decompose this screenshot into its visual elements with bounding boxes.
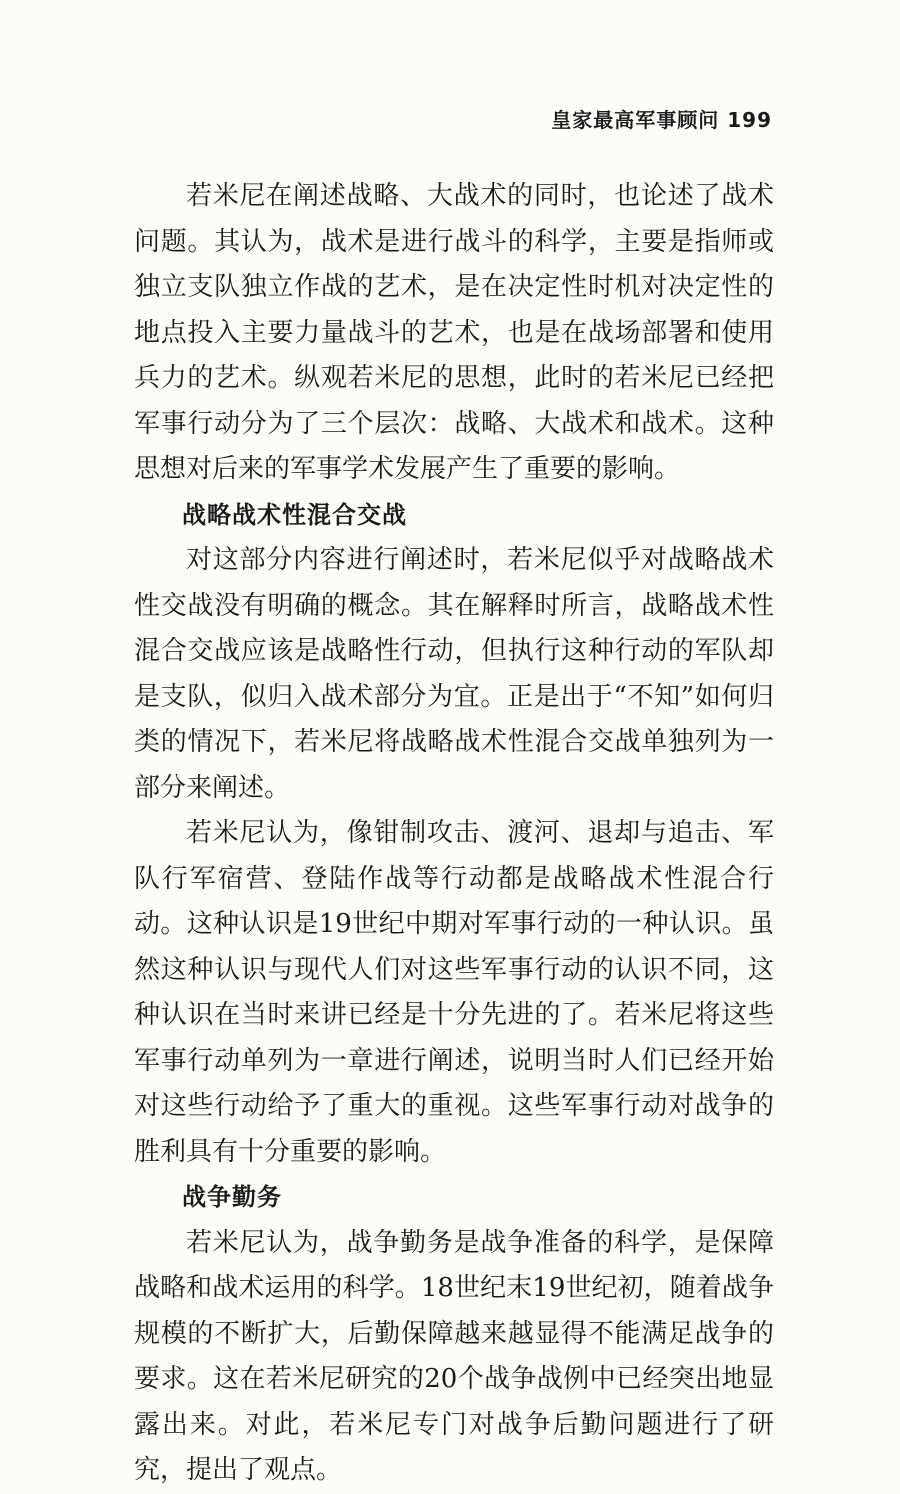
paragraph-mixed-engagement-concept: 对这部分内容进行阐述时，若米尼似乎对战略战术性交战没有明确的概念。其在解释时所言，战略战术性混合交战应该是战略性行动，但执行这种行动的军队却是支队，似归入战术部分为宜。正是出于“不知”如何归类的情况下，若米尼将战略战术性混合交战单独列为一部分来阐述。 <box>134 545 774 803</box>
running-header <box>551 104 772 133</box>
page-number: 199 <box>727 108 772 132</box>
heading-mixed-engagement: 战略战术性混合交战 <box>182 500 407 529</box>
page-body <box>134 174 774 1494</box>
header-title: 皇家最高军事顾问 <box>551 108 720 132</box>
paragraph-tactics: 若米尼在阐述战略、大战术的同时，也论述了战术问题。其认为，战术是进行战斗的科学，主要是指师或独立支队独立作战的艺术，是在决定性时机对决定性的地点投入主要力量战斗的艺术，也是在战场部署和使用兵力的艺术。纵观若米尼的思想，此时的若米尼已经把军事行动分为了三个层次：战略、大战术和战术。这种思想对后来的军事学术发展产生了重要的影响。 <box>134 181 774 484</box>
heading-war-logistics: 战争勤务 <box>182 1183 282 1211</box>
paragraph-mixed-operations: 若米尼认为，像钳制攻击、渡河、退却与追击、军队行军宿营、登陆作战等行动都是战略战术性混合行动。这种认识是19世纪中期对军事行动的一种认识。虽然这种认识与现代人们对这些军事行动的认识不同，这种认识在当时来讲已经是十分先进的了。若米尼将这些军事行动单列为一章进行阐述，说明当时人们已经开始对这些行动给予了重大的重视。这些军事行动对战争的胜利具有十分重要的影响。 <box>134 818 774 1167</box>
paragraph-war-logistics: 若米尼认为，战争勤务是战争准备的科学，是保障战略和战术运用的科学。18世纪末19世纪初，随着战争规模的不断扩大，后勤保障越来越显得不能满足战争的要求。这在若米尼研究的20个战争战例中已经突出地显露出来。对此，若米尼专门对战争后勤问题进行了研究，提出了观点。 <box>134 1227 774 1485</box>
